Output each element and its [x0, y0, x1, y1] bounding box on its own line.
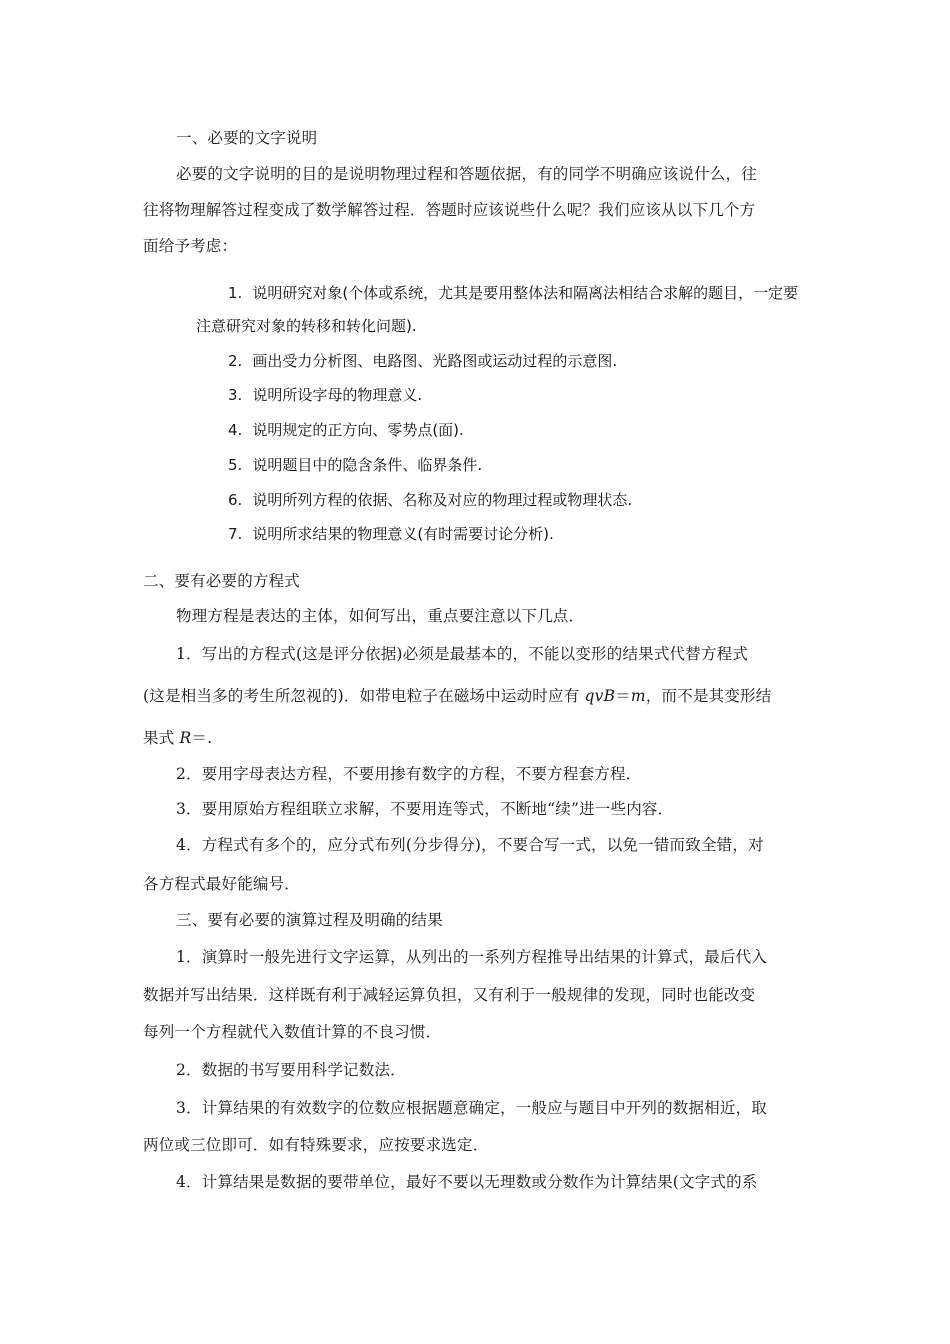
- section3-item3-line1: 3．计算结果的有效数字的位数应根据题意确定，一般应与题目中开列的数据相近，取: [176, 1099, 767, 1117]
- section1-intro-line-2: 往将物理解答过程变成了数学解答过程．答题时应该说些什么呢？我们应该从以下几个方: [143, 201, 756, 219]
- list-item-1-continued: [196, 316, 417, 336]
- list-item-number: 2.: [228, 352, 243, 370]
- section2-intro: 物理方程是表达的主体，如何写出，重点要注意以下几点．: [176, 607, 585, 625]
- text-segment: ，而不是其变形结: [645, 687, 772, 705]
- section2-item3: 3．要用原始方程组联立求解，不要用连等式，不断地“续”进一些内容．: [176, 800, 674, 818]
- section2-item1-line1: 1．写出的方程式(这是评分依据)必须是最基本的，不能以变形的结果式代替方程式: [176, 645, 749, 663]
- section3-heading: 三、要有必要的演算过程及明确的结果: [176, 911, 443, 929]
- text-segment: ＝.: [191, 729, 213, 747]
- list-item-1: [228, 283, 798, 303]
- list-item-text: 说明所列方程的依据、名称及对应的物理过程或物理状态.: [252, 491, 633, 509]
- list-item-text: 说明题目中的隐含条件、临界条件.: [252, 456, 483, 474]
- section2-item1-line2: [143, 686, 771, 706]
- list-item-number: 6.: [228, 491, 243, 509]
- list-item-number: 7.: [228, 525, 243, 543]
- list-item-text: 说明所求结果的物理意义(有时需要讨论分析).: [252, 525, 554, 543]
- section3-item4-line1: 4．计算结果是数据的要带单位，最好不要以无理数或分数作为计算结果(文字式的系: [176, 1173, 758, 1191]
- section3-item2: 2．数据的书写要用科学记数法．: [176, 1061, 406, 1079]
- section1-intro-line-3: 面给予考虑：: [143, 237, 238, 255]
- formula-qvb: qvB: [584, 687, 616, 705]
- list-item-text: 说明研究对象(个体或系统，尤其是要用整体法和隔离法相结合求解的题目，一定要: [252, 284, 799, 302]
- list-item-number: 3.: [228, 386, 243, 404]
- list-item-7: [228, 524, 554, 544]
- section2-item1-line3: [143, 728, 212, 748]
- list-item-2: [228, 351, 617, 371]
- list-item-number: 4.: [228, 421, 243, 439]
- section2-heading: 二、要有必要的方程式: [143, 572, 301, 590]
- section2-item4-line1: 4．方程式有多个的，应分式布列(分步得分)，不要合写一式，以免一错而致全错，对: [176, 836, 764, 854]
- list-item-text: 画出受力分析图、电路图、光路图或运动过程的示意图.: [252, 352, 618, 370]
- list-item-3: [228, 385, 422, 405]
- section3-item1-line2: 数据并写出结果．这样既有利于减轻运算负担，又有利于一般规律的发现，同时也能改变: [143, 986, 756, 1004]
- list-item-text: 注意研究对象的转移和转化问题).: [196, 317, 417, 335]
- section3-item1-line1: 1．演算时一般先进行文字运算，从列出的一系列方程推导出结果的计算式，最后代入: [176, 948, 767, 966]
- text-segment: (这是相当多的考生所忽视的)．如带电粒子在磁场中运动时应有: [143, 687, 585, 705]
- list-item-4: [228, 420, 464, 440]
- section1-intro-line-1: 必要的文字说明的目的是说明物理过程和答题依据，有的同学不明确应该说什么，往: [176, 165, 757, 183]
- section3-item3-line2: 两位或三位即可．如有特殊要求，应按要求选定．: [143, 1136, 489, 1154]
- section3-item1-line3: 每列一个方程就代入数值计算的不良习惯．: [143, 1023, 442, 1041]
- list-item-5: [228, 455, 482, 475]
- section2-item4-line2: 各方程式最好能编号．: [143, 875, 301, 893]
- list-item-text: 说明规定的正方向、零势点(面).: [252, 421, 464, 439]
- equals-sign: ＝: [615, 687, 631, 705]
- section1-heading: 一、必要的文字说明: [176, 129, 318, 147]
- section2-item2: 2．要用字母表达方程，不要用掺有数字的方程，不要方程套方程．: [176, 765, 642, 783]
- list-item-number: 1.: [228, 284, 243, 302]
- list-item-6: [228, 490, 632, 510]
- list-item-text: 说明所设字母的物理意义.: [252, 386, 423, 404]
- list-item-number: 5.: [228, 456, 243, 474]
- text-segment: 果式: [143, 729, 180, 747]
- formula-m: m: [630, 687, 646, 705]
- formula-r: R: [179, 729, 192, 747]
